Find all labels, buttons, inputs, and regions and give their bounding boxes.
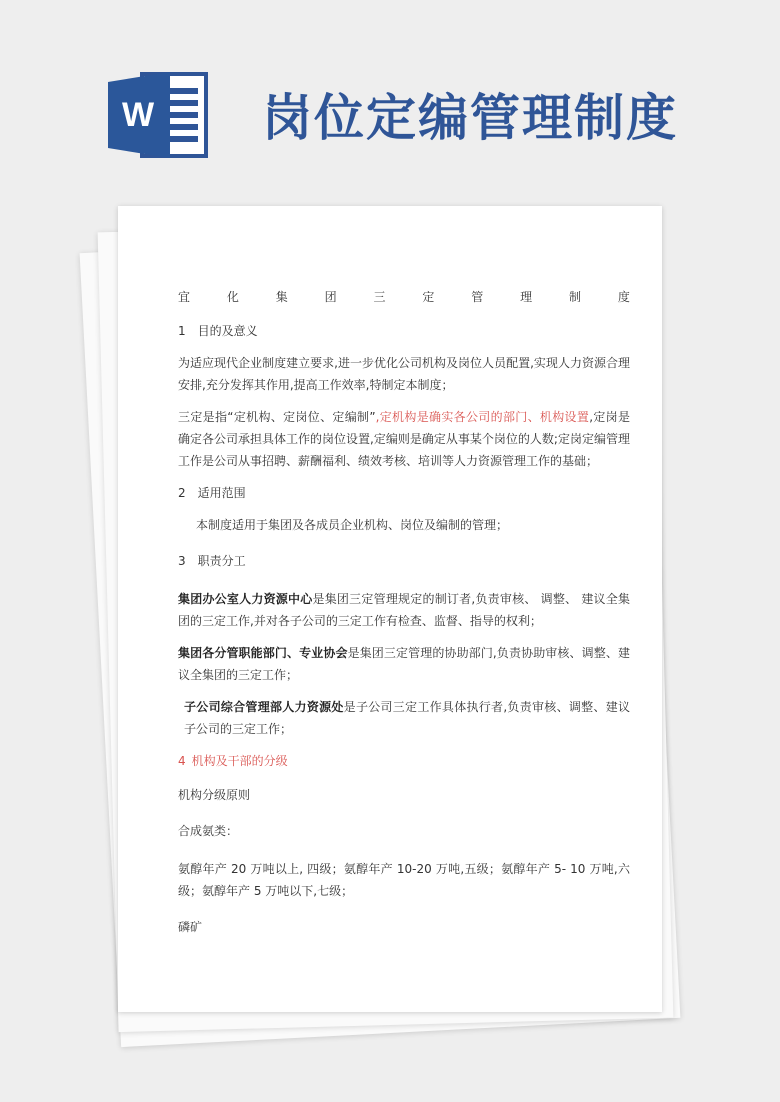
heading-char: 制 [569,290,582,304]
section-title: 职责分工 [197,554,246,568]
heading-char: 管 [471,290,484,304]
text-run: 是集团三定管理规定的制订者,负责审核、 调整、 建议全集团的三定工作,并对各子公司的三定工作有检查、监督、指导的权利； [178,592,630,628]
logo-letter: W [121,96,155,134]
document-content [178,286,630,948]
word-logo-icon [108,68,210,162]
highlighted-text: ,定机构是确实各公司的部门、机构设置 [375,410,590,424]
paragraph: 本制度适用于集团及各成员企业机构、岗位及编制的管理； [196,518,509,532]
heading-char: 三 [373,290,386,304]
section-number: 4 [178,754,186,768]
bold-text: 集团办公室人力资源中心 [178,592,313,606]
heading-char: 集 [275,290,288,304]
heading-char: 团 [324,290,337,304]
paragraph [178,588,630,632]
section-number: 1 [178,324,186,338]
paragraph: 氨醇年产 20 万吨以上, 四级；氨醇年产 10-20 万吨,五级；氨醇年产 5- 10 万吨,六级；氨醇年产 5 万吨以下,七级； [178,862,630,898]
bold-text: 集团各分管职能部门、专业协会 [178,646,348,660]
paragraph: 合成氨类： [178,824,239,838]
section-heading-4 [178,750,630,772]
section-heading-3 [178,550,630,572]
text-run: 是子公司三定工作具体执行者,负责审核、调整、建议子公司的三定工作； [184,700,630,736]
paragraph [178,696,630,740]
paragraph [178,642,630,686]
paragraph [178,406,630,472]
document-page [118,206,662,1012]
text-run: 是集团三定管理的协助部门,负责协助审核、调整、建议全集团的三定工作； [178,646,630,682]
section-number: 3 [178,554,186,568]
text-run: ,定岗是确定各公司承担具体工作的岗位设置,定编则是确定从事某个岗位的人数;定岗定编管理工作是公司从事招聘、薪酬福利、绩效考核、培训等人力资源管理工作的基础； [178,410,630,468]
doc-heading [178,286,630,308]
heading-char: 理 [520,290,533,304]
bold-text: 子公司综合管理部人力资源处 [184,700,344,714]
section-title: 机构及干部的分级 [191,754,288,768]
section-heading-1 [178,320,630,342]
text-run: 三定是指“定机构、定岗位、定编制” [178,410,376,424]
section-number: 2 [178,486,186,500]
header [0,0,780,200]
section-title: 目的及意义 [197,324,258,338]
paragraph: 机构分级原则 [178,788,251,802]
heading-char: 度 [617,290,630,304]
heading-char: 化 [226,290,239,304]
document-title: 岗位定编管理制度 [262,89,678,147]
section-title: 适用范围 [197,486,246,500]
heading-char: 定 [422,290,435,304]
paragraph: 为适应现代企业制度建立要求,进一步优化公司机构及岗位人员配置,实现人力资源合理安排,充分发挥其作用,提高工作效率,特制定本制度； [178,356,630,392]
paragraph: 磷矿 [178,920,203,934]
section-heading-2 [178,482,630,504]
heading-char: 宜 [178,290,191,304]
